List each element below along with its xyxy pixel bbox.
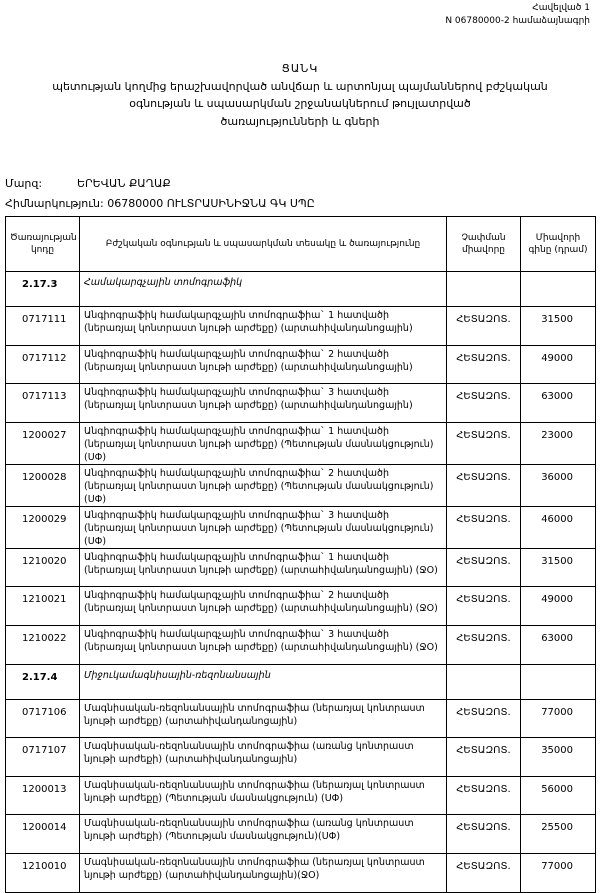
cell-price: 46000 [521, 506, 596, 548]
cell-unit: ՀԵՏԱԶՈՏ. [447, 345, 521, 384]
table-row [6, 815, 596, 854]
cell-code: 1200027 [6, 422, 80, 464]
table-row [6, 738, 596, 777]
cell-price: 36000 [521, 464, 596, 506]
table-row [6, 587, 596, 626]
annex-line1: Հավելված 1 [532, 3, 590, 13]
cell-code: 1200028 [6, 464, 80, 506]
cell-code: 2.17.4 [6, 664, 80, 699]
cell-code: 1200029 [6, 506, 80, 548]
cell-price: 56000 [521, 776, 596, 815]
cell-unit: ՀԵՏԱԶՈՏ. [447, 776, 521, 815]
cell-name: Անգիոգրաֆիկ համակարգչային տոմոգրաֆիա` 1 հատվածի (ներառյալ կոնտրաստ նյութի արժեքը) (արտահիվանդանոցային) [80, 307, 447, 346]
table-body [6, 272, 596, 893]
cell-code: 0717113 [6, 384, 80, 423]
cell-name: Մագնիսական-ռեզոնանսային տոմոգրաֆիա (ներառյալ կոնտրաստ նյութի արժեքը) (Պետության մասնակցություն) (ՍՓ) [80, 776, 447, 815]
cell-unit: ՀԵՏԱԶՈՏ. [447, 506, 521, 548]
cell-name: Անգիոգրաֆիկ համակարգչային տոմոգրաֆիա` 2 հատվածի (ներառյալ կոնտրաստ նյութի արժեքը) (Պետության մասնակցություն)(ՍՓ) [80, 464, 447, 506]
cell-name: Անգիոգրաֆիկ համակարգչային տոմոգրաֆիա` 2 հատվածի (ներառյալ կոնտրաստ նյութի արժեքը) (արտահիվանդանոցային) [80, 345, 447, 384]
cell-unit: ՀԵՏԱԶՈՏ. [447, 853, 521, 892]
header-unit: Չափման միավորը [447, 217, 521, 272]
section-row [6, 272, 596, 307]
cell-code: 1200013 [6, 776, 80, 815]
institution-label: Հիմնարկություն: [5, 197, 104, 210]
cell-name: Համակարգչային տոմոգրաֆիկ [80, 272, 447, 307]
cell-unit: ՀԵՏԱԶՈՏ. [447, 625, 521, 664]
cell-name: Մագնիսական-ռեզոնանսային տոմոգրաֆիա (ներառյալ կոնտրաստ նյութի արժեքը) (արտահիվանդանոցային)(ՋՕ) [80, 853, 447, 892]
cell-name: Մագնիսական-ռեզոնանսային տոմոգրաֆիա (ներառյալ կոնտրաստ նյութի արժեքը) (արտահիվանդանոցային) [80, 699, 447, 738]
table-header-row [6, 217, 596, 272]
cell-price: 63000 [521, 625, 596, 664]
table-row [6, 625, 596, 664]
cell-unit: ՀԵՏԱԶՈՏ. [447, 548, 521, 587]
cell-name: Անգիոգրաֆիկ համակարգչային տոմոգրաֆիա` 3 հատվածի (ներառյալ կոնտրաստ նյութի արժեքը) (արտահիվանդանոցային) (ՋՕ) [80, 625, 447, 664]
title-line1: ՑԱՆԿ [281, 62, 319, 75]
cell-unit [447, 272, 521, 307]
cell-unit: ՀԵՏԱԶՈՏ. [447, 307, 521, 346]
cell-unit: ՀԵՏԱԶՈՏ. [447, 738, 521, 777]
cell-price: 35000 [521, 738, 596, 777]
cell-unit: ՀԵՏԱԶՈՏ. [447, 464, 521, 506]
table-row [6, 464, 596, 506]
table-row [6, 699, 596, 738]
cell-price: 23000 [521, 422, 596, 464]
region-line [5, 177, 171, 190]
table-row [6, 548, 596, 587]
cell-price: 31500 [521, 548, 596, 587]
cell-name: Անգիոգրաֆիկ համակարգչային տոմոգրաֆիա` 1 հատվածի (ներառյալ կոնտրաստ նյութի արժեքը) (արտահիվանդանոցային) (ՋՕ) [80, 548, 447, 587]
table-row [6, 853, 596, 892]
cell-price: 25500 [521, 815, 596, 854]
header-name: Բժշկական օգնության և սպասարկման տեսակը և ծառայությունը [80, 217, 447, 272]
cell-name: Անգիոգրաֆիկ համակարգչային տոմոգրաֆիա` 2 հատվածի (ներառյալ կոնտրաստ նյութի արժեքը) (արտահիվանդանոցային) (ՋՕ) [80, 587, 447, 626]
cell-unit: ՀԵՏԱԶՈՏ. [447, 587, 521, 626]
cell-code: 1210022 [6, 625, 80, 664]
cell-price: 31500 [521, 307, 596, 346]
title-line4: ծառայությունների և գների [220, 114, 380, 128]
cell-price: 49000 [521, 345, 596, 384]
table-row [6, 506, 596, 548]
table-row [6, 384, 596, 423]
cell-unit: ՀԵՏԱԶՈՏ. [447, 815, 521, 854]
cell-name: Անգիոգրաֆիկ համակարգչային տոմոգրաֆիա` 1 հատվածի (ներառյալ կոնտրաստ նյութի արժեքը) (Պետության մասնակցություն)(ՍՓ) [80, 422, 447, 464]
cell-name: Միջուկամագնիսային-ռեզոնանսային [80, 664, 447, 699]
table-row [6, 345, 596, 384]
cell-code: 2.17.3 [6, 272, 80, 307]
document-title [0, 60, 600, 130]
institution-value: 06780000 ՈՒԼՏՐԱՍԻՆԻՋՆԱ ԳԿ ՍՊԸ [107, 197, 315, 210]
cell-price [521, 664, 596, 699]
cell-code: 0717106 [6, 699, 80, 738]
region-value: ԵՐԵՎԱՆ ՔԱՂԱՔ [77, 177, 171, 190]
cell-code: 1210010 [6, 853, 80, 892]
cell-name: Անգիոգրաֆիկ համակարգչային տոմոգրաֆիա` 3 հատվածի (ներառյալ կոնտրաստ նյութի արժեքը) (արտահիվանդանոցային) [80, 384, 447, 423]
price-table [5, 216, 596, 893]
cell-unit [447, 664, 521, 699]
title-line3: օգնության և սպասարկման շրջանակներում թույլատրված [129, 97, 471, 110]
annex-header [445, 2, 590, 28]
cell-price [521, 272, 596, 307]
cell-code: 1210021 [6, 587, 80, 626]
cell-name: Մագնիսական-ռեզոնանսային տոմոգրաֆիա (առանց կոնտրաստ նյութի արժեքի) (արտահիվանդանոցային) [80, 738, 447, 777]
cell-price: 77000 [521, 853, 596, 892]
institution-line [5, 197, 315, 210]
cell-code: 0717111 [6, 307, 80, 346]
table-row [6, 422, 596, 464]
cell-name: Անգիոգրաֆիկ համակարգչային տոմոգրաֆիա` 3 հատվածի (ներառյալ կոնտրաստ նյութի արժեքը) (Պետության մասնակցություն)(ՍՓ) [80, 506, 447, 548]
title-line2: պետության կողմից երաշխավորված անվճար և արտոնյալ պայմաններով բժշկական [52, 79, 548, 93]
cell-price: 77000 [521, 699, 596, 738]
cell-code: 0717112 [6, 345, 80, 384]
section-row [6, 664, 596, 699]
cell-code: 1210020 [6, 548, 80, 587]
table-row [6, 307, 596, 346]
cell-unit: ՀԵՏԱԶՈՏ. [447, 384, 521, 423]
cell-price: 49000 [521, 587, 596, 626]
header-code: Ծառայության կոդը [6, 217, 80, 272]
cell-unit: ՀԵՏԱԶՈՏ. [447, 422, 521, 464]
cell-price: 63000 [521, 384, 596, 423]
table-row [6, 776, 596, 815]
cell-name: Մագնիսական-ռեզոնանսային տոմոգրաֆիա (առանց կոնտրաստ նյութի արժեքի) (Պետության մասնակցություն)(ՍՓ) [80, 815, 447, 854]
cell-unit: ՀԵՏԱԶՈՏ. [447, 699, 521, 738]
region-label: Մարզ: [5, 177, 43, 190]
header-price: Միավորի գինը (դրամ) [521, 217, 596, 272]
cell-code: 1200014 [6, 815, 80, 854]
annex-line2: N 06780000-2 համաձայնագրի [445, 16, 590, 26]
cell-code: 0717107 [6, 738, 80, 777]
